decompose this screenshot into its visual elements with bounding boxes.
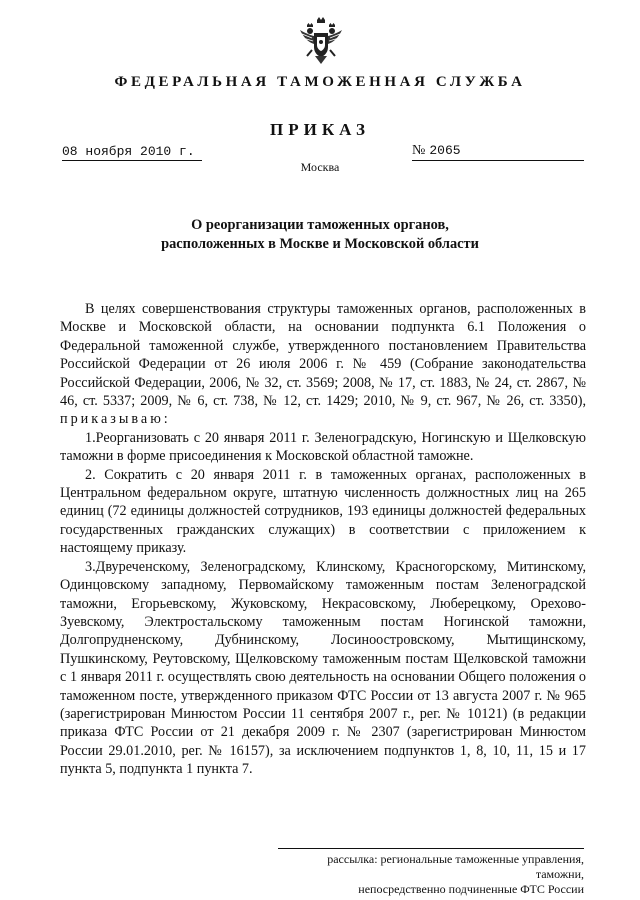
preamble-paragraph bbox=[60, 300, 586, 429]
item-2-paragraph: 2. Сократить с 20 января 2011 г. в таможенных органах, расположенных в Центральном федеральном округе, штатную численность должностных лиц на 265 единиц (72 единицы должностей сотрудников, 193 единицы должностей федеральных государственных гражданских служащих) в соответствии с приложением к настоящему приказу. bbox=[60, 466, 586, 557]
order-word: приказываю: bbox=[60, 411, 171, 428]
agency-name: ФЕДЕРАЛЬНАЯ ТАМОЖЕННАЯ СЛУЖБА bbox=[114, 74, 526, 90]
order-subject bbox=[100, 216, 540, 254]
order-number-prefix: № bbox=[412, 143, 426, 158]
order-date: 08 ноября 2010 г. bbox=[62, 144, 202, 161]
distribution-list bbox=[278, 852, 584, 897]
item-3-paragraph: 3.Двуреченскому, Зеленоградскому, Клинскому, Красногорскому, Митинскому, Одинцовскому западному, Первомайскому таможенным постам Зеленоградской таможни, Егорьевскому, Жуковскому, Некрасовскому, Люберецкому, Орехово-Зуевскому, Электростальскому таможенным постам Ногинской таможни, Долгопрудненскому, Дубнинскому, Лосиноостровскому, Мытищинскому, Пушкинскому, Реутовскому, Щелковскому таможенным постам Щелковской таможни с 1 января 2011 г. осуществлять свою деятельность на основании Общего положения о таможенном посте, утвержденного приказом ФТС России от 13 августа 2007 г. № 965 (зарегистрирован Минюстом России 11 сентября 2007 г., рег. № 10121) (в редакции приказа ФТС России от 21 декабря 2009 г. № 2307 (зарегистрирован Минюстом России 29.01.2010, рег. № 16157), за исключением подпунктов 1, 8, 10, 11, 15 и 17 пункта 5, подпункта 1 пункта 7. bbox=[60, 558, 586, 778]
footer-divider bbox=[278, 848, 584, 849]
order-number bbox=[412, 143, 584, 161]
order-number-value: 2065 bbox=[429, 143, 461, 158]
subject-line-2: расположенных в Москве и Московской области bbox=[161, 236, 479, 252]
subject-line-1: О реорганизации таможенных органов, bbox=[191, 217, 449, 233]
order-city: Москва bbox=[300, 160, 340, 174]
item-1-paragraph: 1.Реорганизовать с 20 января 2011 г. Зеленоградскую, Ногинскую и Щелковскую таможни в форме присоединения к Московской областной таможне. bbox=[60, 429, 586, 465]
order-title: ПРИКАЗ bbox=[270, 120, 370, 139]
distribution-line-1: рассылка: региональные таможенные управления, таможни, bbox=[327, 852, 584, 881]
order-body bbox=[60, 300, 586, 779]
preamble-text: В целях совершенствования структуры таможенных органов, расположенных в Москве и Московской области, на основании подпункта 6.1 Положения о Федеральной таможенной службе, утвержденного постановлением Правительства Российской Федерации от 26 июля 2006 г. № 459 (Собрание законодательства Российской Федерации, 2006, № 32, ст. 3569; 2008, № 17, ст. 1883, № 24, ст. 2867, № 46, ст. 5337; 2009, № 6, ст. 738, № 12, ст. 1429; 2010, № 9, ст. 967, № 26, ст. 3350), bbox=[60, 301, 586, 410]
double-headed-eagle-icon bbox=[298, 16, 344, 66]
distribution-line-2: непосредственно подчиненные ФТС России bbox=[358, 882, 584, 896]
